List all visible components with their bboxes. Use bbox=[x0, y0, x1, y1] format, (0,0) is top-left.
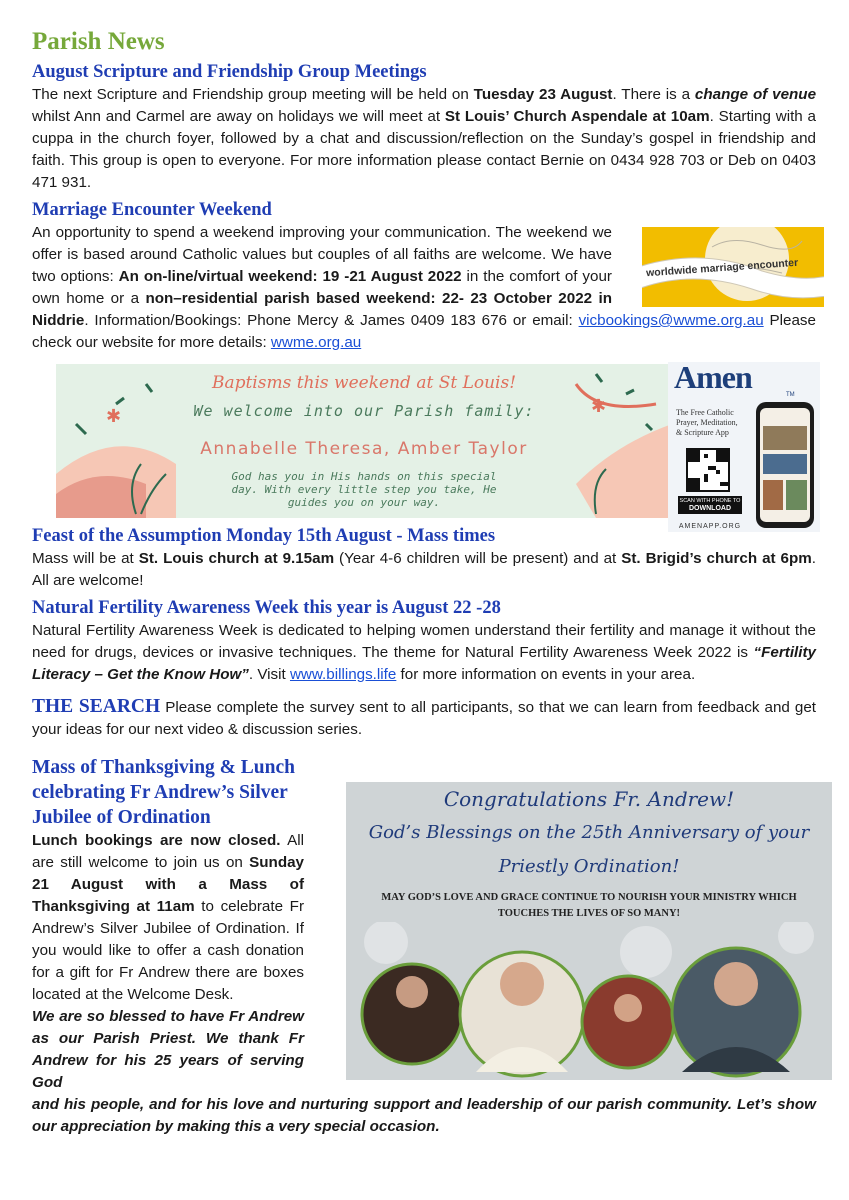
amen-url: AMENAPP.ORG bbox=[678, 523, 742, 530]
jubilee-closing: We are so blessed to have Fr Andrew as our Parish Priest. We thank Fr Andrew for his 25 years of serving God bbox=[32, 1008, 304, 1091]
baptism-verse: God has you in His hands on this special day. With every little step you take, He guides you on your way. bbox=[231, 470, 497, 509]
the-search-text: THE SEARCH Please complete the survey sent to all participants, so that we can learn from feedback and get your ideas for our next video & discussion series. bbox=[32, 696, 817, 738]
jubilee-closing-2: and his people, and for his love and nurturing support and leadership of our parish community. Let’s show our appreciation by making this a very special occasion. bbox=[32, 1096, 816, 1135]
baptism-banner bbox=[56, 364, 672, 518]
congrats-line3: Priestly Ordination! bbox=[498, 856, 680, 877]
scripture-group-heading: August Scripture and Friendship Group Meetings bbox=[32, 62, 427, 82]
baptism-names: Annabelle Theresa, Amber Taylor bbox=[200, 439, 528, 459]
baptism-title: Baptisms this weekend at St Louis! bbox=[211, 373, 517, 393]
website-link[interactable]: wwme.org.au bbox=[270, 334, 362, 351]
amen-download-badge[interactable]: SCAN WITH PHONE TO DOWNLOAD bbox=[679, 498, 741, 512]
the-search-label: THE SEARCH bbox=[32, 696, 161, 717]
fertility-text: Natural Fertility Awareness Week is dedicated to helping women understand their fertility and manage it without the need for drugs, devices or invasive techniques. The theme for Natural Fertility Awareness Week 2022 is “Fertility Literacy – Get the Know How”. Visit www.billings.life for more information on events in your area. bbox=[32, 622, 816, 683]
congrats-line2: God’s Blessings on the 25th Anniversary of your bbox=[368, 822, 810, 843]
fertility-heading: Natural Fertility Awareness Week this year is August 22 -28 bbox=[32, 598, 501, 618]
billings-link[interactable]: www.billings.life bbox=[289, 666, 397, 683]
amen-app-ad bbox=[668, 362, 820, 532]
jubilee-text: Lunch bookings are now closed. All are still welcome to join us on Sunday 21 August with a Mass of Thanksgiving at 11am to celebrate Fr Andrew’s Silver Jubilee of Ordination. If you would like to offer a cash donation for a gift for Fr Andrew there are boxes located at the Welcome Desk. bbox=[32, 832, 305, 1003]
marriage-encounter-heading: Marriage Encounter Weekend bbox=[32, 200, 272, 220]
jubilee-heading: Mass of Thanksgiving & Lunch celebrating Fr Andrew’s Silver Jubilee of Ordination bbox=[32, 757, 295, 828]
congratulations-card bbox=[346, 782, 832, 1080]
assumption-heading: Feast of the Assumption Monday 15th August - Mass times bbox=[32, 526, 496, 546]
marriage-encounter-logo bbox=[642, 227, 824, 307]
marriage-encounter-text: An opportunity to spend a weekend improving your communication. The weekend we offer is based around Catholic values but couples of all faiths are welcome. We have two options: An on-line/virtual weekend: 19 -21 August 2022 in the comfort of your own home or a non–residential parish based weekend: 22- 23 October 2022 in Niddrie. Information/Bookings: Phone Mercy & James 0409 183 676 or email: vicbookings@wwme.org.au Please check our website for more details: wwme.org.au bbox=[32, 224, 816, 351]
qr-code-icon[interactable] bbox=[686, 448, 730, 492]
congrats-line1: Congratulations Fr. Andrew! bbox=[443, 787, 735, 811]
congrats-blessing: MAY GOD’S LOVE AND GRACE CONTINUE TO NOURISH YOUR MINISTRY WHICH TOUCHES THE LIVES OF SO MANY! bbox=[381, 892, 797, 919]
amen-subtitle: The Free Catholic Prayer, Meditation, & Scripture App bbox=[676, 408, 738, 437]
baptism-welcome: We welcome into our Parish family: bbox=[193, 402, 535, 420]
amen-tm: TM bbox=[786, 392, 795, 398]
svg-text:✱: ✱ bbox=[106, 406, 122, 426]
amen-logo: Amen bbox=[674, 362, 752, 395]
portrait-photos bbox=[346, 922, 832, 1080]
scripture-group-text: The next Scripture and Friendship group meeting will be held on Tuesday 23 August. There is a change of venue whilst Ann and Carmel are away on holidays we will meet at St Louis’ Church Aspendale at 10am. Starting with a cuppa in the church foyer, followed by a chat and discussion/reflection on the Sunday’s gospel in friendship and faith. This group is open to everyone. For more information please contact Bernie on 0434 928 703 or Deb on 0403 471 931. bbox=[32, 86, 817, 191]
phone-icon bbox=[756, 402, 814, 528]
marriage-encounter-logo-text: worldwide marriage encounter bbox=[645, 256, 799, 280]
assumption-text: Mass will be at St. Louis church at 9.15am (Year 4-6 children will be present) and at St. Brigid’s church at 6pm. All are welcome! bbox=[32, 550, 816, 589]
page-title: Parish News bbox=[32, 28, 165, 55]
email-link[interactable]: vicbookings@wwme.org.au bbox=[578, 312, 764, 329]
svg-text:✱: ✱ bbox=[591, 396, 607, 416]
